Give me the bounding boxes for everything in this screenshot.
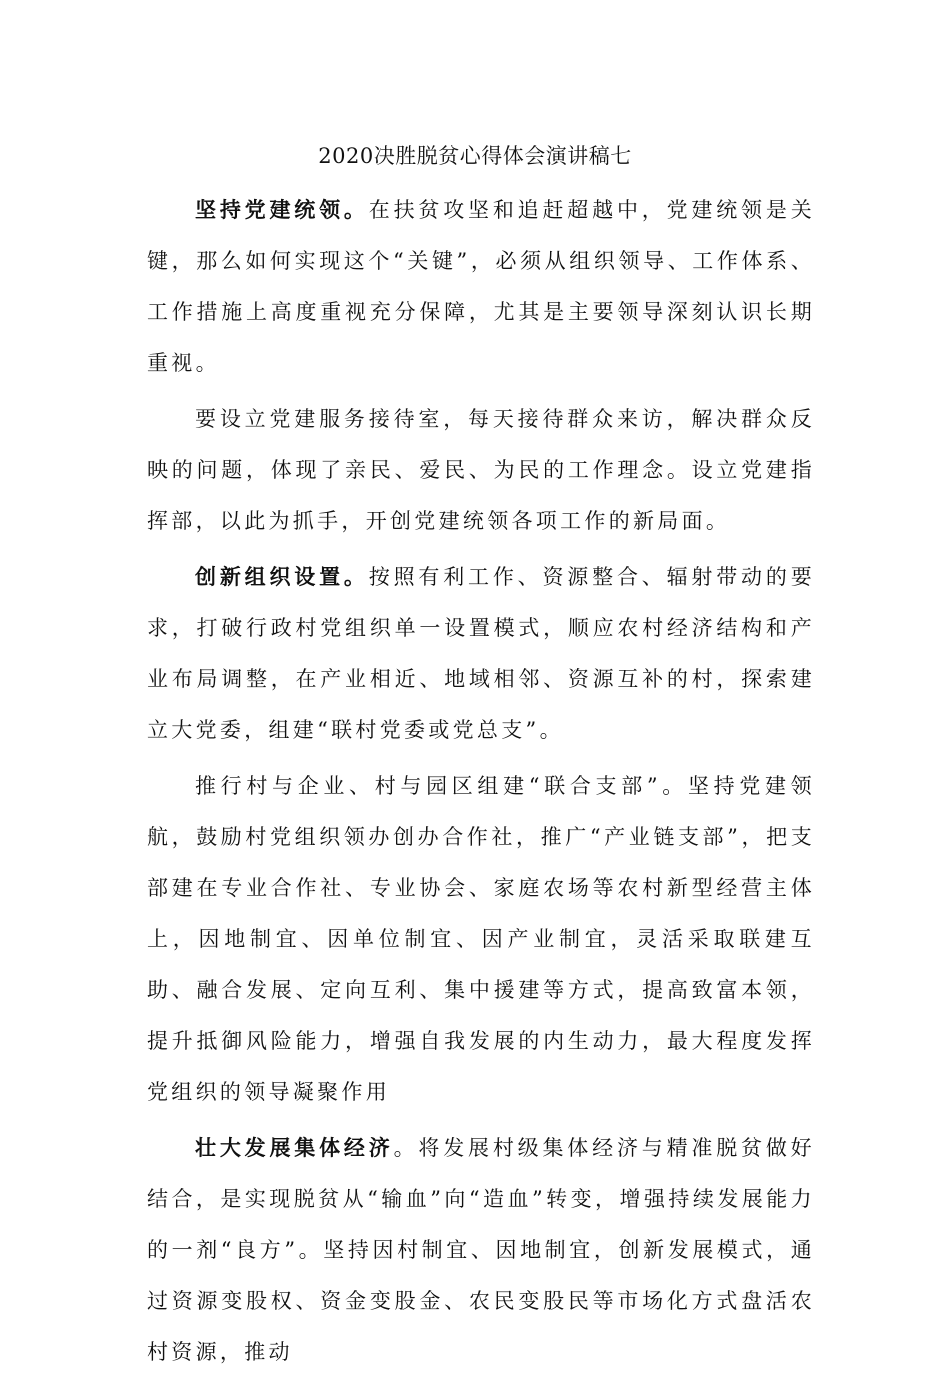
- paragraph-text: 按照有利工作、资源整合、辐射带动的要求，打破行政村党组织单一设置模式，顺应农村经济结构和产业布局调整，在产业相近、地域相邻、资源互补的村，探索建立大党委，组建“联村党委或党总支”。: [147, 565, 815, 742]
- paragraph-lead: 坚持党建统领。: [195, 197, 369, 222]
- paragraph-text: 在扶贫攻坚和追赶超越中，党建统领是关键，那么如何实现这个“关键”，必须从组织领导、工作体系、工作措施上高度重视充分保障，尤其是主要领导深刻认识长期重视。: [147, 198, 815, 375]
- paragraph-text: 。将发展村级集体经济与精准脱贫做好结合，是实现脱贫从“输血”向“造血”转变，增强持续发展能力的一剂“良方”。坚持因村制宜、因地制宜，创新发展模式，通过资源变股权、资金变股金、农民变股民等市场化方式盘活农村资源，推动: [147, 1136, 815, 1364]
- paragraph-4: [147, 760, 815, 1118]
- paragraph-lead: 壮大发展集体经济: [195, 1135, 394, 1160]
- paragraph-text: 要设立党建服务接待室，每天接待群众来访，解决群众反映的问题，体现了亲民、爱民、为民的工作理念。设立党建指挥部，以此为抓手，开创党建统领各项工作的新局面。: [147, 407, 815, 533]
- paragraph-1: [147, 184, 815, 389]
- paragraph-2: [147, 393, 815, 547]
- paragraph-5: [147, 1122, 815, 1378]
- document-body: [147, 184, 815, 1382]
- paragraph-3: [147, 551, 815, 756]
- paragraph-lead: 创新组织设置。: [195, 564, 369, 589]
- document-title: 2020决胜脱贫心得体会演讲稿七: [318, 144, 632, 168]
- paragraph-text: 推行村与企业、村与园区组建“联合支部”。坚持党建领航，鼓励村党组织领办创办合作社，推广“产业链支部”，把支部建在专业合作社、专业协会、家庭农场等农村新型经营主体上，因地制宜、因单位制宜、因产业制宜，灵活采取联建互助、融合发展、定向互利、集中援建等方式，提高致富本领，提升抵御风险能力，增强自我发展的内生动力，最大程度发挥党组织的领导凝聚作用: [147, 774, 815, 1104]
